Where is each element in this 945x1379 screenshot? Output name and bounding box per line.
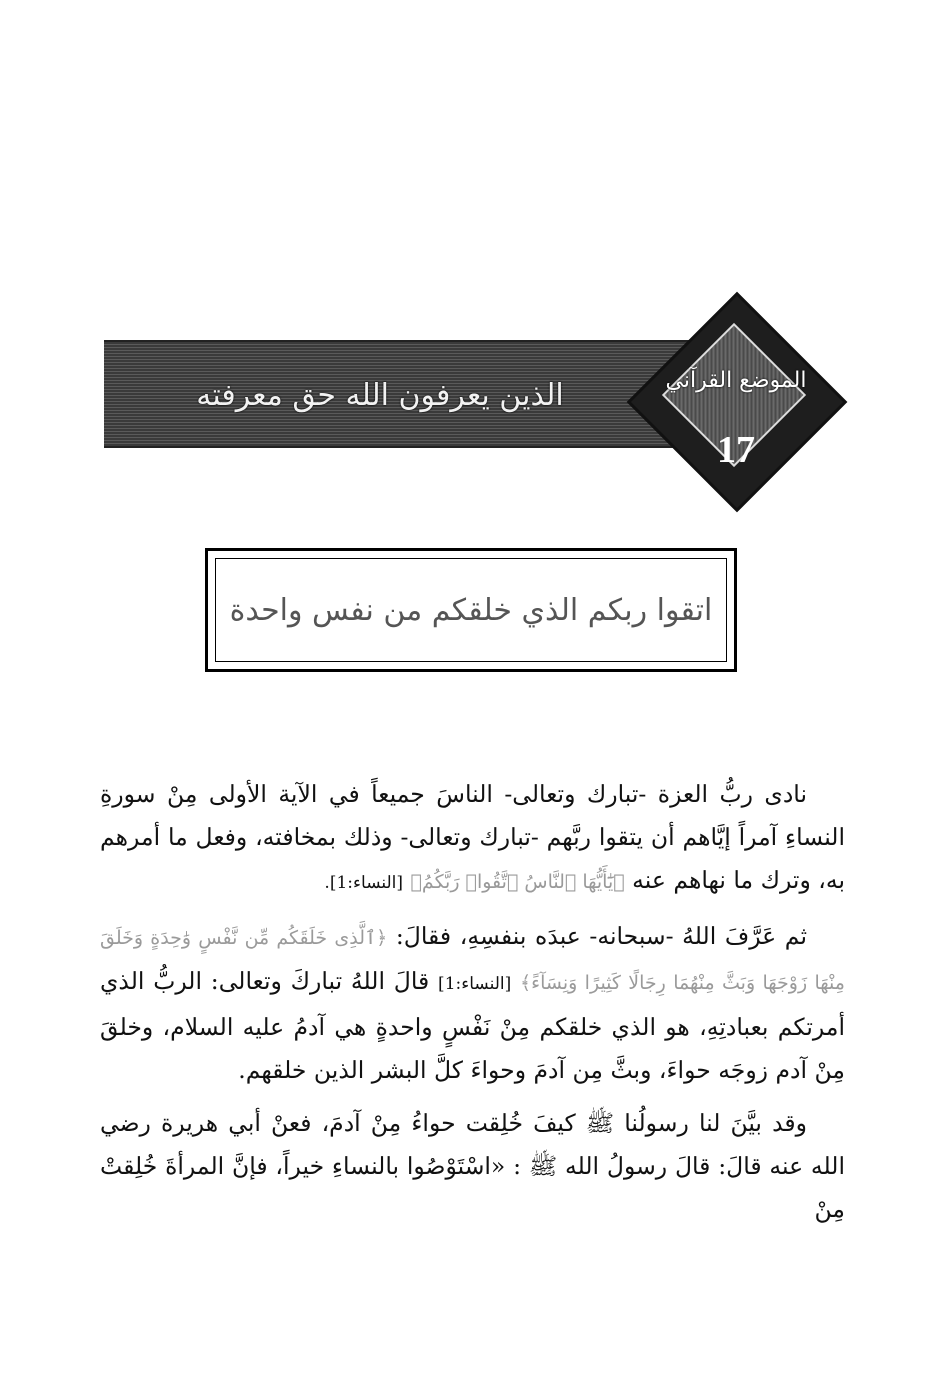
badge-number: 17	[717, 429, 755, 471]
banner-title: الذين يعرفون الله حق معرفته	[196, 377, 564, 413]
paragraph-2-text-a: ثم عَرَّفَ اللهُ -سبحانه- عبدَه بنفسِهِ، فقالَ:	[395, 922, 807, 950]
paragraph-1-text: نادى ربُّ العزة -تبارك وتعالى- الناسَ جميعاً في الآية الأولى مِنْ سورةِ النساءِ آمراً إيَّاهم أن يتقوا ربَّهم -تبارك وتعالى- وذلك بمخافته، وفعل ما أمرهم به، وترك ما نهاهم عنه	[100, 780, 845, 894]
quran-reference: [النساء:1]	[438, 974, 512, 994]
topic-title-box	[205, 548, 737, 672]
quran-quote: ﴿ٱلَّذِى خَلَقَكُم مِّن نَّفْسٍ وَٰحِدَةٍ وَخَلَقَ مِنْهَا زَوْجَهَا وَبَثَّ مِنْهُمَا رِجَالًا كَثِيرًا وَنِسَآءً﴾	[100, 927, 845, 994]
section-badge	[623, 288, 845, 510]
paragraph-2	[100, 915, 845, 1092]
badge-label: الموضع القرآني	[665, 368, 807, 393]
body-text	[100, 773, 845, 1241]
paragraph-1	[100, 773, 845, 905]
paragraph-3	[100, 1102, 845, 1231]
topic-title: اتقوا ربكم الذي خلقكم من نفس واحدة	[215, 558, 727, 662]
paragraph-3-text: وقد بيَّنَ لنا رسولُنا ﷺ كيفَ خُلِقت حواءُ مِنْ آدمَ، فعنْ أبي هريرة رضي الله عنه قالَ: قالَ رسولُ الله ﷺ : «اسْتَوْصُوا بالنساءِ خيراً، فإنَّ المرأةَ خُلِقتْ مِنْ	[100, 1109, 845, 1223]
quran-quote: ﴿يَٰٓأَيُّهَا ٱلنَّاسُ ٱتَّقُوا۟ رَبَّكُمُ﴾	[410, 871, 625, 893]
paragraph-2-text-b: قالَ اللهُ تباركَ وتعالى: الربُّ الذي أمرتكم بعبادتِهِ، هو الذي خلقكم مِنْ نَفْسٍ واحدةٍ هي آدمُ عليه السلام، وخلقَ مِنْ آدم زوجَه حواءَ، وبثَّ مِن آدمَ وحواءَ كلَّ البشر الذين خلقهم.	[100, 967, 845, 1084]
quran-reference: [النساء:1].	[324, 873, 404, 893]
